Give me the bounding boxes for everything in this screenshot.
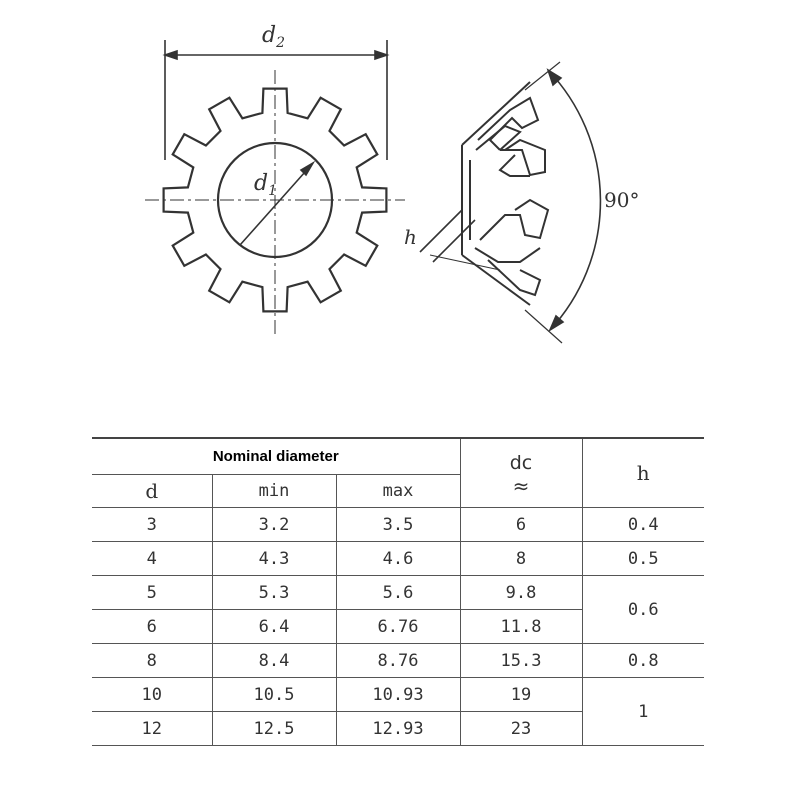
specification-table bbox=[92, 437, 704, 746]
d1-label: $d_1$ bbox=[254, 171, 278, 199]
cell-d: 5 bbox=[92, 576, 212, 610]
cell-dc: 11.8 bbox=[460, 610, 582, 644]
washer-side-view bbox=[462, 82, 548, 305]
d2-label: $d_2$ bbox=[262, 23, 286, 51]
cell-dc: 9.8 bbox=[460, 576, 582, 610]
angle-arc bbox=[548, 70, 600, 330]
cell-dc: 8 bbox=[460, 542, 582, 576]
cell-max: 5.6 bbox=[336, 576, 460, 610]
cell-min: 8.4 bbox=[212, 644, 336, 678]
cell-dc: 23 bbox=[460, 712, 582, 746]
cell-min: 6.4 bbox=[212, 610, 336, 644]
cell-h: 0.6 bbox=[582, 576, 704, 644]
d2-arrow-right bbox=[375, 51, 387, 59]
table-row bbox=[92, 576, 704, 610]
cell-min: 5.3 bbox=[212, 576, 336, 610]
h-dimension-line-2 bbox=[433, 220, 475, 262]
table-row bbox=[92, 678, 704, 712]
cell-h: 0.8 bbox=[582, 644, 704, 678]
header-dc: dc ≈ bbox=[460, 438, 582, 508]
header-min: min bbox=[212, 475, 336, 508]
cell-d: 6 bbox=[92, 610, 212, 644]
angle-label: 90° bbox=[604, 188, 640, 212]
cell-min: 4.3 bbox=[212, 542, 336, 576]
table-row bbox=[92, 644, 704, 678]
h-dimension-line-1 bbox=[420, 210, 462, 252]
cell-min: 12.5 bbox=[212, 712, 336, 746]
cell-d: 8 bbox=[92, 644, 212, 678]
table-row bbox=[92, 542, 704, 576]
cell-max: 6.76 bbox=[336, 610, 460, 644]
approx-symbol: ≈ bbox=[512, 474, 530, 498]
h-label: h bbox=[404, 225, 417, 249]
cell-dc: 15.3 bbox=[460, 644, 582, 678]
cell-min: 3.2 bbox=[212, 508, 336, 542]
table-row bbox=[92, 508, 704, 542]
cell-max: 8.76 bbox=[336, 644, 460, 678]
cell-d: 4 bbox=[92, 542, 212, 576]
header-nominal-diameter: Nominal diameter bbox=[92, 438, 460, 475]
cell-max: 12.93 bbox=[336, 712, 460, 746]
cell-h: 1 bbox=[582, 678, 704, 746]
header-d: d bbox=[92, 475, 212, 508]
cell-max: 4.6 bbox=[336, 542, 460, 576]
header-h: h bbox=[582, 438, 704, 508]
cell-dc: 6 bbox=[460, 508, 582, 542]
cell-min: 10.5 bbox=[212, 678, 336, 712]
cell-d: 3 bbox=[92, 508, 212, 542]
cell-max: 10.93 bbox=[336, 678, 460, 712]
cell-dc: 19 bbox=[460, 678, 582, 712]
cell-d: 12 bbox=[92, 712, 212, 746]
d1-dimension-line bbox=[240, 163, 313, 245]
cell-max: 3.5 bbox=[336, 508, 460, 542]
d2-arrow-left bbox=[165, 51, 177, 59]
header-max: max bbox=[336, 475, 460, 508]
d1-arrow bbox=[301, 163, 313, 175]
cell-h: 0.4 bbox=[582, 508, 704, 542]
cell-d: 10 bbox=[92, 678, 212, 712]
cell-h: 0.5 bbox=[582, 542, 704, 576]
